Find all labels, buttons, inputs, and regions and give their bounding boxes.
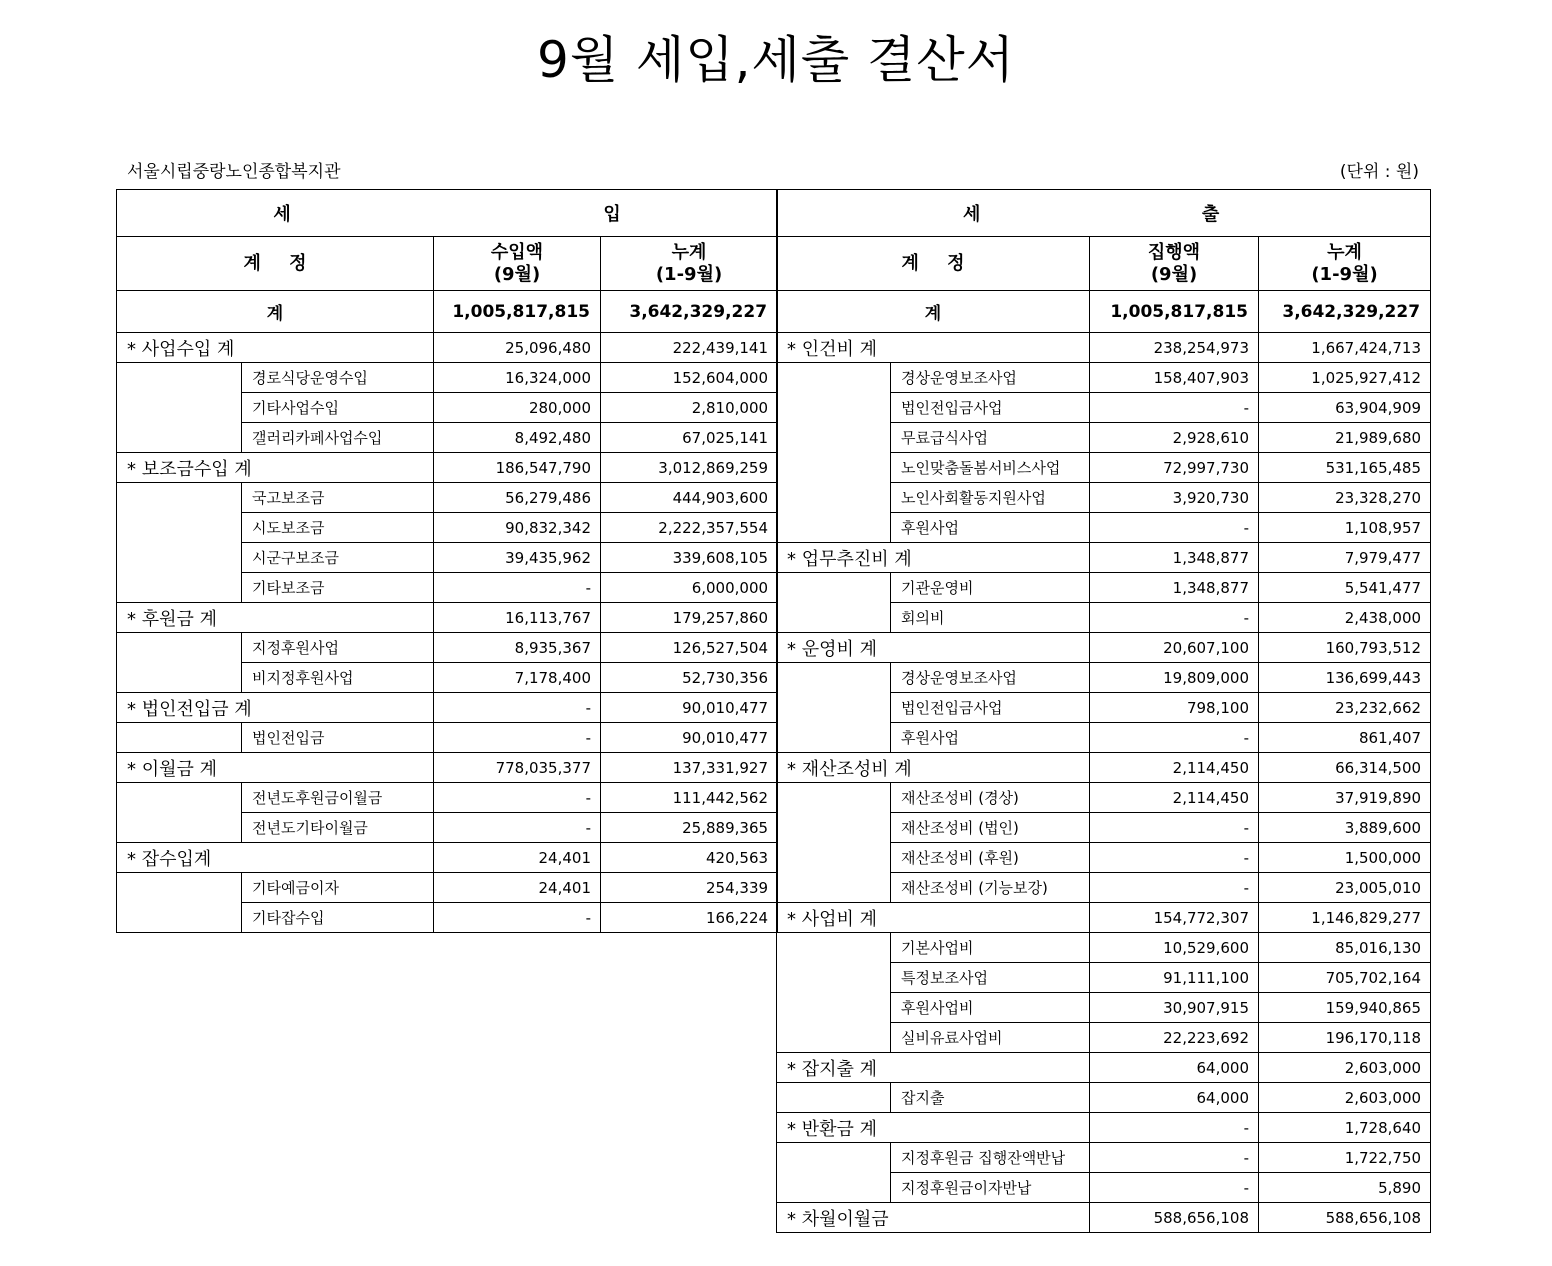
category-cumulative-amount: 588,656,108 <box>1259 1203 1431 1233</box>
group-spacer-cell <box>777 663 891 753</box>
sub-label: 전년도후원금이월금 <box>242 783 434 813</box>
sub-row <box>777 1143 1431 1173</box>
category-row <box>117 843 778 873</box>
group-spacer-cell <box>117 783 242 843</box>
sub-month-amount: 91,111,100 <box>1090 963 1259 993</box>
sub-label: 법인전입금사업 <box>891 393 1090 423</box>
sub-cumulative-amount: 136,699,443 <box>1259 663 1431 693</box>
sub-cumulative-amount: 196,170,118 <box>1259 1023 1431 1053</box>
category-label: * 후원금 계 <box>117 603 434 633</box>
sub-month-amount: - <box>1090 513 1259 543</box>
category-label: * 업무추진비 계 <box>777 543 1090 573</box>
sub-month-amount: - <box>434 813 601 843</box>
sub-label: 잡지출 <box>891 1083 1090 1113</box>
sub-label: 노인사회활동지원사업 <box>891 483 1090 513</box>
sub-cumulative-amount: 126,527,504 <box>601 633 778 663</box>
sub-month-amount: 24,401 <box>434 873 601 903</box>
category-label: * 이월금 계 <box>117 753 434 783</box>
sub-month-amount: - <box>1090 843 1259 873</box>
expense-header <box>777 190 1431 237</box>
sub-label: 후원사업 <box>891 723 1090 753</box>
sub-cumulative-amount: 159,940,865 <box>1259 993 1431 1023</box>
category-month-amount: 20,607,100 <box>1090 633 1259 663</box>
sub-row <box>777 1083 1431 1113</box>
sub-cumulative-amount: 444,903,600 <box>601 483 778 513</box>
sub-month-amount: 16,324,000 <box>434 363 601 393</box>
group-spacer-cell <box>117 723 242 753</box>
sub-label: 비지정후원사업 <box>242 663 434 693</box>
sub-label: 시도보조금 <box>242 513 434 543</box>
category-cumulative-amount: 90,010,477 <box>601 693 778 723</box>
sub-row <box>117 483 778 513</box>
income-header-right: 입 <box>603 204 621 225</box>
income-total-cum: 3,642,329,227 <box>601 291 778 333</box>
sub-cumulative-amount: 1,025,927,412 <box>1259 363 1431 393</box>
category-cumulative-amount: 222,439,141 <box>601 333 778 363</box>
sub-month-amount: 8,935,367 <box>434 633 601 663</box>
sub-month-amount: - <box>1090 1143 1259 1173</box>
expense-total-label: 계 <box>777 291 1090 333</box>
sub-month-amount: 90,832,342 <box>434 513 601 543</box>
sub-month-amount: 39,435,962 <box>434 543 601 573</box>
sub-cumulative-amount: 2,438,000 <box>1259 603 1431 633</box>
sub-month-amount: 158,407,903 <box>1090 363 1259 393</box>
sub-cumulative-amount: 2,603,000 <box>1259 1083 1431 1113</box>
sub-month-amount: 30,907,915 <box>1090 993 1259 1023</box>
page-title: 9월 세입,세출 결산서 <box>537 31 1015 89</box>
income-col-account: 계 정 <box>117 237 434 291</box>
category-label: * 보조금수입 계 <box>117 453 434 483</box>
sub-cumulative-amount: 1,108,957 <box>1259 513 1431 543</box>
sub-cumulative-amount: 1,500,000 <box>1259 843 1431 873</box>
sub-label: 법인전입금 <box>242 723 434 753</box>
sub-month-amount: 280,000 <box>434 393 601 423</box>
expense-col-month <box>1090 237 1259 291</box>
group-spacer-cell <box>117 873 242 933</box>
group-spacer-cell <box>117 483 242 603</box>
category-cumulative-amount: 7,979,477 <box>1259 543 1431 573</box>
category-row <box>117 693 778 723</box>
sub-label: 기타사업수입 <box>242 393 434 423</box>
category-row <box>777 1113 1431 1143</box>
sub-month-amount: 56,279,486 <box>434 483 601 513</box>
category-month-amount: 154,772,307 <box>1090 903 1259 933</box>
category-row <box>777 633 1431 663</box>
sub-label: 실비유료사업비 <box>891 1023 1090 1053</box>
category-month-amount: - <box>434 693 601 723</box>
category-label: * 운영비 계 <box>777 633 1090 663</box>
sub-row <box>777 573 1431 603</box>
category-month-amount: 2,114,450 <box>1090 753 1259 783</box>
sub-row <box>777 363 1431 393</box>
category-month-amount: 588,656,108 <box>1090 1203 1259 1233</box>
sub-cumulative-amount: 6,000,000 <box>601 573 778 603</box>
sub-row <box>117 873 778 903</box>
category-month-amount: 16,113,767 <box>434 603 601 633</box>
category-row <box>117 333 778 363</box>
sub-label: 회의비 <box>891 603 1090 633</box>
category-cumulative-amount: 66,314,500 <box>1259 753 1431 783</box>
income-total-month: 1,005,817,815 <box>434 291 601 333</box>
sub-cumulative-amount: 166,224 <box>601 903 778 933</box>
category-month-amount: 778,035,377 <box>434 753 601 783</box>
category-row <box>777 903 1431 933</box>
sub-month-amount: 8,492,480 <box>434 423 601 453</box>
sub-label: 특정보조사업 <box>891 963 1090 993</box>
sub-label: 전년도기타이월금 <box>242 813 434 843</box>
unit-label: (단위 : 원) <box>1339 162 1419 182</box>
sub-cumulative-amount: 2,222,357,554 <box>601 513 778 543</box>
sub-cumulative-amount: 23,232,662 <box>1259 693 1431 723</box>
income-table <box>116 189 778 933</box>
sub-cumulative-amount: 23,005,010 <box>1259 873 1431 903</box>
sub-month-amount: 19,809,000 <box>1090 663 1259 693</box>
category-row <box>777 1203 1431 1233</box>
sub-cumulative-amount: 21,989,680 <box>1259 423 1431 453</box>
sub-cumulative-amount: 111,442,562 <box>601 783 778 813</box>
sub-cumulative-amount: 531,165,485 <box>1259 453 1431 483</box>
sub-row <box>777 663 1431 693</box>
sub-label: 후원사업비 <box>891 993 1090 1023</box>
sub-month-amount: - <box>434 903 601 933</box>
sub-month-amount: 2,928,610 <box>1090 423 1259 453</box>
sub-label: 기타보조금 <box>242 573 434 603</box>
income-col-month-line2: (9월) <box>493 263 541 285</box>
sub-cumulative-amount: 23,328,270 <box>1259 483 1431 513</box>
category-cumulative-amount: 160,793,512 <box>1259 633 1431 663</box>
group-spacer-cell <box>777 573 891 633</box>
group-spacer-cell <box>777 363 891 543</box>
sub-cumulative-amount: 63,904,909 <box>1259 393 1431 423</box>
sub-cumulative-amount: 861,407 <box>1259 723 1431 753</box>
income-col-cum-line1: 누계 <box>671 241 707 263</box>
sub-month-amount: - <box>1090 813 1259 843</box>
sub-label: 재산조성비 (법인) <box>891 813 1090 843</box>
category-label: * 재산조성비 계 <box>777 753 1090 783</box>
expense-col-month-line2: (9월) <box>1150 263 1198 285</box>
sub-label: 지정후원금 집행잔액반납 <box>891 1143 1090 1173</box>
category-row <box>117 453 778 483</box>
sub-month-amount: - <box>1090 393 1259 423</box>
sub-label: 경상운영보조사업 <box>891 663 1090 693</box>
sub-month-amount: 22,223,692 <box>1090 1023 1259 1053</box>
sub-label: 시군구보조금 <box>242 543 434 573</box>
sub-row <box>777 933 1431 963</box>
expense-col-cum-line1: 누계 <box>1327 241 1362 263</box>
category-month-amount: 186,547,790 <box>434 453 601 483</box>
income-col-cum <box>601 237 778 291</box>
group-spacer-cell <box>777 933 891 1053</box>
sub-month-amount: 2,114,450 <box>1090 783 1259 813</box>
category-cumulative-amount: 179,257,860 <box>601 603 778 633</box>
sub-label: 노인맞춤돌봄서비스사업 <box>891 453 1090 483</box>
sub-month-amount: - <box>434 783 601 813</box>
sub-label: 갤러리카페사업수입 <box>242 423 434 453</box>
category-cumulative-amount: 137,331,927 <box>601 753 778 783</box>
sub-cumulative-amount: 5,890 <box>1259 1173 1431 1203</box>
sub-cumulative-amount: 90,010,477 <box>601 723 778 753</box>
sub-month-amount: - <box>1090 723 1259 753</box>
sub-month-amount: 64,000 <box>1090 1083 1259 1113</box>
category-label: * 차월이월금 <box>777 1203 1090 1233</box>
sub-label: 재산조성비 (경상) <box>891 783 1090 813</box>
expense-col-month-line1: 집행액 <box>1147 241 1201 263</box>
income-header-left: 세 <box>273 204 291 225</box>
category-row <box>777 333 1431 363</box>
sub-cumulative-amount: 5,541,477 <box>1259 573 1431 603</box>
sub-cumulative-amount: 3,889,600 <box>1259 813 1431 843</box>
sub-month-amount: - <box>1090 1173 1259 1203</box>
sub-label: 무료급식사업 <box>891 423 1090 453</box>
sub-row <box>117 633 778 663</box>
sub-month-amount: 3,920,730 <box>1090 483 1259 513</box>
sub-cumulative-amount: 37,919,890 <box>1259 783 1431 813</box>
sub-month-amount: 1,348,877 <box>1090 573 1259 603</box>
group-spacer-cell <box>117 633 242 693</box>
sub-cumulative-amount: 25,889,365 <box>601 813 778 843</box>
sub-month-amount: - <box>434 573 601 603</box>
category-month-amount: 24,401 <box>434 843 601 873</box>
sub-label: 국고보조금 <box>242 483 434 513</box>
sub-label: 기본사업비 <box>891 933 1090 963</box>
category-month-amount: 238,254,973 <box>1090 333 1259 363</box>
expense-header-right: 출 <box>1201 204 1220 225</box>
sub-row <box>117 363 778 393</box>
expense-col-account: 계 정 <box>777 237 1090 291</box>
sub-cumulative-amount: 152,604,000 <box>601 363 778 393</box>
sub-cumulative-amount: 339,608,105 <box>601 543 778 573</box>
category-label: * 잡지출 계 <box>777 1053 1090 1083</box>
category-label: * 법인전입금 계 <box>117 693 434 723</box>
sub-cumulative-amount: 85,016,130 <box>1259 933 1431 963</box>
income-total-label: 계 <box>117 291 434 333</box>
category-label: * 잡수입계 <box>117 843 434 873</box>
sub-cumulative-amount: 67,025,141 <box>601 423 778 453</box>
expense-table <box>776 189 1431 1233</box>
sub-cumulative-amount: 254,339 <box>601 873 778 903</box>
category-row <box>777 753 1431 783</box>
sub-label: 재산조성비 (후원) <box>891 843 1090 873</box>
income-col-cum-line2: (1-9월) <box>655 263 723 285</box>
sub-month-amount: 798,100 <box>1090 693 1259 723</box>
sub-label: 기타예금이자 <box>242 873 434 903</box>
category-cumulative-amount: 420,563 <box>601 843 778 873</box>
sub-month-amount: - <box>434 723 601 753</box>
category-label: * 사업비 계 <box>777 903 1090 933</box>
sub-row <box>117 723 778 753</box>
sub-label: 재산조성비 (기능보강) <box>891 873 1090 903</box>
sub-label: 후원사업 <box>891 513 1090 543</box>
sub-label: 기관운영비 <box>891 573 1090 603</box>
expense-header-left: 세 <box>963 204 981 225</box>
sub-row <box>117 783 778 813</box>
sub-label: 기타잡수입 <box>242 903 434 933</box>
category-row <box>777 1053 1431 1083</box>
sub-label: 경로식당운영수입 <box>242 363 434 393</box>
group-spacer-cell <box>777 783 891 903</box>
sub-cumulative-amount: 2,810,000 <box>601 393 778 423</box>
sub-cumulative-amount: 705,702,164 <box>1259 963 1431 993</box>
sub-label: 법인전입금사업 <box>891 693 1090 723</box>
sub-cumulative-amount: 52,730,356 <box>601 663 778 693</box>
sub-cumulative-amount: 1,722,750 <box>1259 1143 1431 1173</box>
sub-month-amount: 72,997,730 <box>1090 453 1259 483</box>
group-spacer-cell <box>777 1083 891 1113</box>
sub-row <box>777 783 1431 813</box>
sub-month-amount: - <box>1090 603 1259 633</box>
category-cumulative-amount: 1,146,829,277 <box>1259 903 1431 933</box>
sub-label: 지정후원사업 <box>242 633 434 663</box>
expense-total-month: 1,005,817,815 <box>1090 291 1259 333</box>
category-cumulative-amount: 1,728,640 <box>1259 1113 1431 1143</box>
sub-label: 경상운영보조사업 <box>891 363 1090 393</box>
category-month-amount: 64,000 <box>1090 1053 1259 1083</box>
category-row <box>777 543 1431 573</box>
group-spacer-cell <box>777 1143 891 1203</box>
expense-total-cum: 3,642,329,227 <box>1259 291 1431 333</box>
category-label: * 인건비 계 <box>777 333 1090 363</box>
category-label: * 반환금 계 <box>777 1113 1090 1143</box>
organization-name: 서울시립중랑노인종합복지관 <box>127 162 341 182</box>
category-cumulative-amount: 3,012,869,259 <box>601 453 778 483</box>
expense-col-cum-line2: (1-9월) <box>1311 263 1378 285</box>
income-col-month-line1: 수입액 <box>490 241 544 263</box>
category-row <box>117 603 778 633</box>
category-month-amount: - <box>1090 1113 1259 1143</box>
expense-col-cum <box>1259 237 1431 291</box>
category-label: * 사업수입 계 <box>117 333 434 363</box>
income-col-month <box>434 237 601 291</box>
sub-month-amount: 10,529,600 <box>1090 933 1259 963</box>
income-header <box>117 190 778 237</box>
sub-month-amount: 7,178,400 <box>434 663 601 693</box>
category-cumulative-amount: 2,603,000 <box>1259 1053 1431 1083</box>
category-row <box>117 753 778 783</box>
category-cumulative-amount: 1,667,424,713 <box>1259 333 1431 363</box>
group-spacer-cell <box>117 363 242 453</box>
category-month-amount: 1,348,877 <box>1090 543 1259 573</box>
sub-label: 지정후원금이자반납 <box>891 1173 1090 1203</box>
category-month-amount: 25,096,480 <box>434 333 601 363</box>
sub-month-amount: - <box>1090 873 1259 903</box>
